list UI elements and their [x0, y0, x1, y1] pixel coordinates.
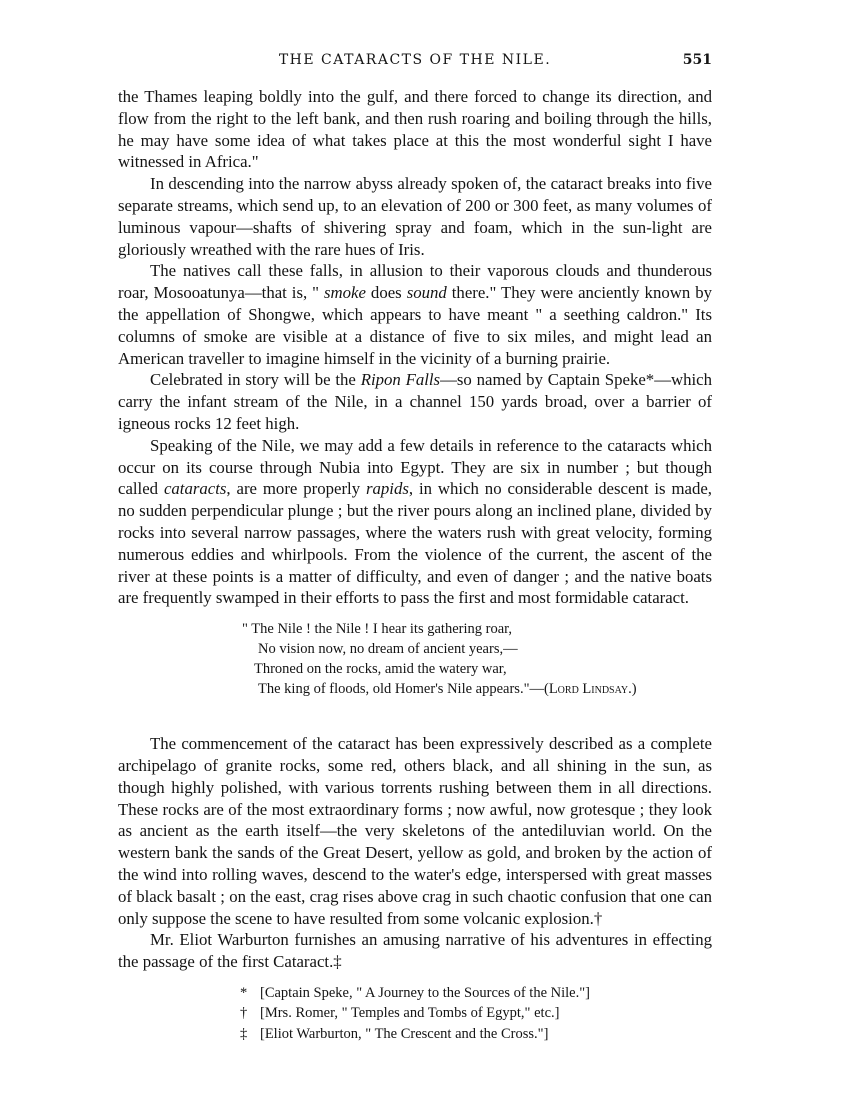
- page-header: [118, 50, 712, 72]
- footnote: [240, 983, 712, 1004]
- page-number: 551: [682, 52, 712, 68]
- spacer: [118, 707, 712, 733]
- text-run: , are more properly: [226, 479, 366, 499]
- footnote-mark: *: [240, 984, 248, 1001]
- text-run: Speaking of the Nile, we may add a few details in reference to the cataracts which occur on its course through Nubia into Egypt. They are six in number ; but though called: [118, 435, 712, 499]
- poem-line: " The Nile ! the Nile ! I hear its gathering roar,: [242, 621, 512, 638]
- poem-attribution: Lord Lindsay: [548, 681, 629, 698]
- footnote: [240, 1024, 712, 1045]
- poem-text: .): [628, 681, 637, 698]
- footnote-mark: ‡: [240, 1025, 248, 1042]
- paragraph: the Thames leaping boldly into the gulf, and there forced to change its direction, and flow from the right to the left bank, and then rush roaring and boiling through the hills, he may have some idea of what takes place at this the most wonderful sight I have witnessed in Africa.": [118, 87, 712, 172]
- text-run: does: [365, 283, 407, 303]
- paragraph: [118, 260, 712, 369]
- paragraph: In descending into the narrow abyss already spoken of, the cataract breaks into five separate streams, which send up, to an elevation of 200 or 300 feet, as many volumes of luminous vapour—shafts of shivering spray and foam, which in the sun-light are gloriously wreathed with the rare hues of Iris.: [118, 174, 712, 259]
- italic-run: Ripon Falls: [360, 370, 441, 390]
- italic-run: smoke: [324, 283, 366, 303]
- paragraph: The commencement of the cataract has been expressively described as a complete archipelago of granite rocks, some red, others black, and all shining in the sun, as though highly polished, with various torrents rushing between them in all directions. These rocks are of the most extraordinary forms ; now awful, now grotesque ; they look as ancient as the earth itself—the very skeletons of the antediluvian world. On the western bank the sands of the Great Desert, yellow as gold, and broken by the action of the wind into rolling waves, descend to the water's edge, interspersed with great masses of black basalt ; on the east, crag rises above crag in such chaotic confusion that one can only suppose the scene to have resulted from some volcanic explosion.†: [118, 734, 712, 928]
- footnote-text: [Captain Speke, " A Journey to the Sources of the Nile."]: [260, 984, 590, 1001]
- footnote-mark: †: [240, 1005, 248, 1022]
- poem-line: Throned on the rocks, amid the watery war,: [254, 661, 507, 678]
- poem-text: The king of floods, old Homer's Nile appears."—(: [258, 681, 549, 698]
- footnote-text: [Eliot Warburton, " The Crescent and the Cross."]: [260, 1025, 549, 1042]
- italic-run: rapids: [365, 479, 409, 499]
- italic-run: cataracts: [163, 479, 227, 499]
- text-run: Celebrated in story will be the: [150, 370, 361, 390]
- poem-line: [242, 679, 712, 699]
- italic-run: sound: [406, 283, 447, 303]
- text-run: The natives call these falls, in allusion to their vaporous clouds and thunderous roar, Mosooatunya—that is, ": [118, 261, 712, 303]
- footnotes: [240, 983, 712, 1045]
- text-run: , in which no considerable descent is made, no sudden perpendicular plunge ; but the river pours along an inclined plane, divided by rocks into several narrow passages, where the waters rush with great velocity, forming numerous eddies and whirlpools. From the violence of the current, the ascent of the river at these points is a matter of difficulty, and even of danger ; and the native boats are frequently swamped in their efforts to pass the first and most formidable cataract.: [118, 479, 712, 608]
- footnote: [240, 1003, 712, 1024]
- running-title: THE CATARACTS OF THE NILE.: [278, 52, 552, 68]
- paragraph: [118, 435, 712, 609]
- body-text: [118, 86, 712, 1044]
- text-run: there." They were anciently known by the appellation of Shongwe, which appears to have meant " a seething caldron." Its columns of smoke are visible at a distance of five to six miles, and might lead an American traveller to imagine himself in the vicinity of a burning prairie.: [118, 283, 713, 368]
- text-run: —so named by Captain Speke*—which carry the infant stream of the Nile, in a channel 150 yards broad, over a barrier of igneous rocks 12 feet high.: [118, 370, 712, 433]
- poem-quotation: [242, 619, 712, 699]
- footnote-text: [Mrs. Romer, " Temples and Tombs of Egypt," etc.]: [260, 1005, 560, 1022]
- paragraph: [118, 369, 712, 434]
- poem-line: No vision now, no dream of ancient years,—: [258, 641, 518, 658]
- paragraph: Mr. Eliot Warburton furnishes an amusing narrative of his adventures in effecting the passage of the first Cataract.‡: [118, 930, 712, 972]
